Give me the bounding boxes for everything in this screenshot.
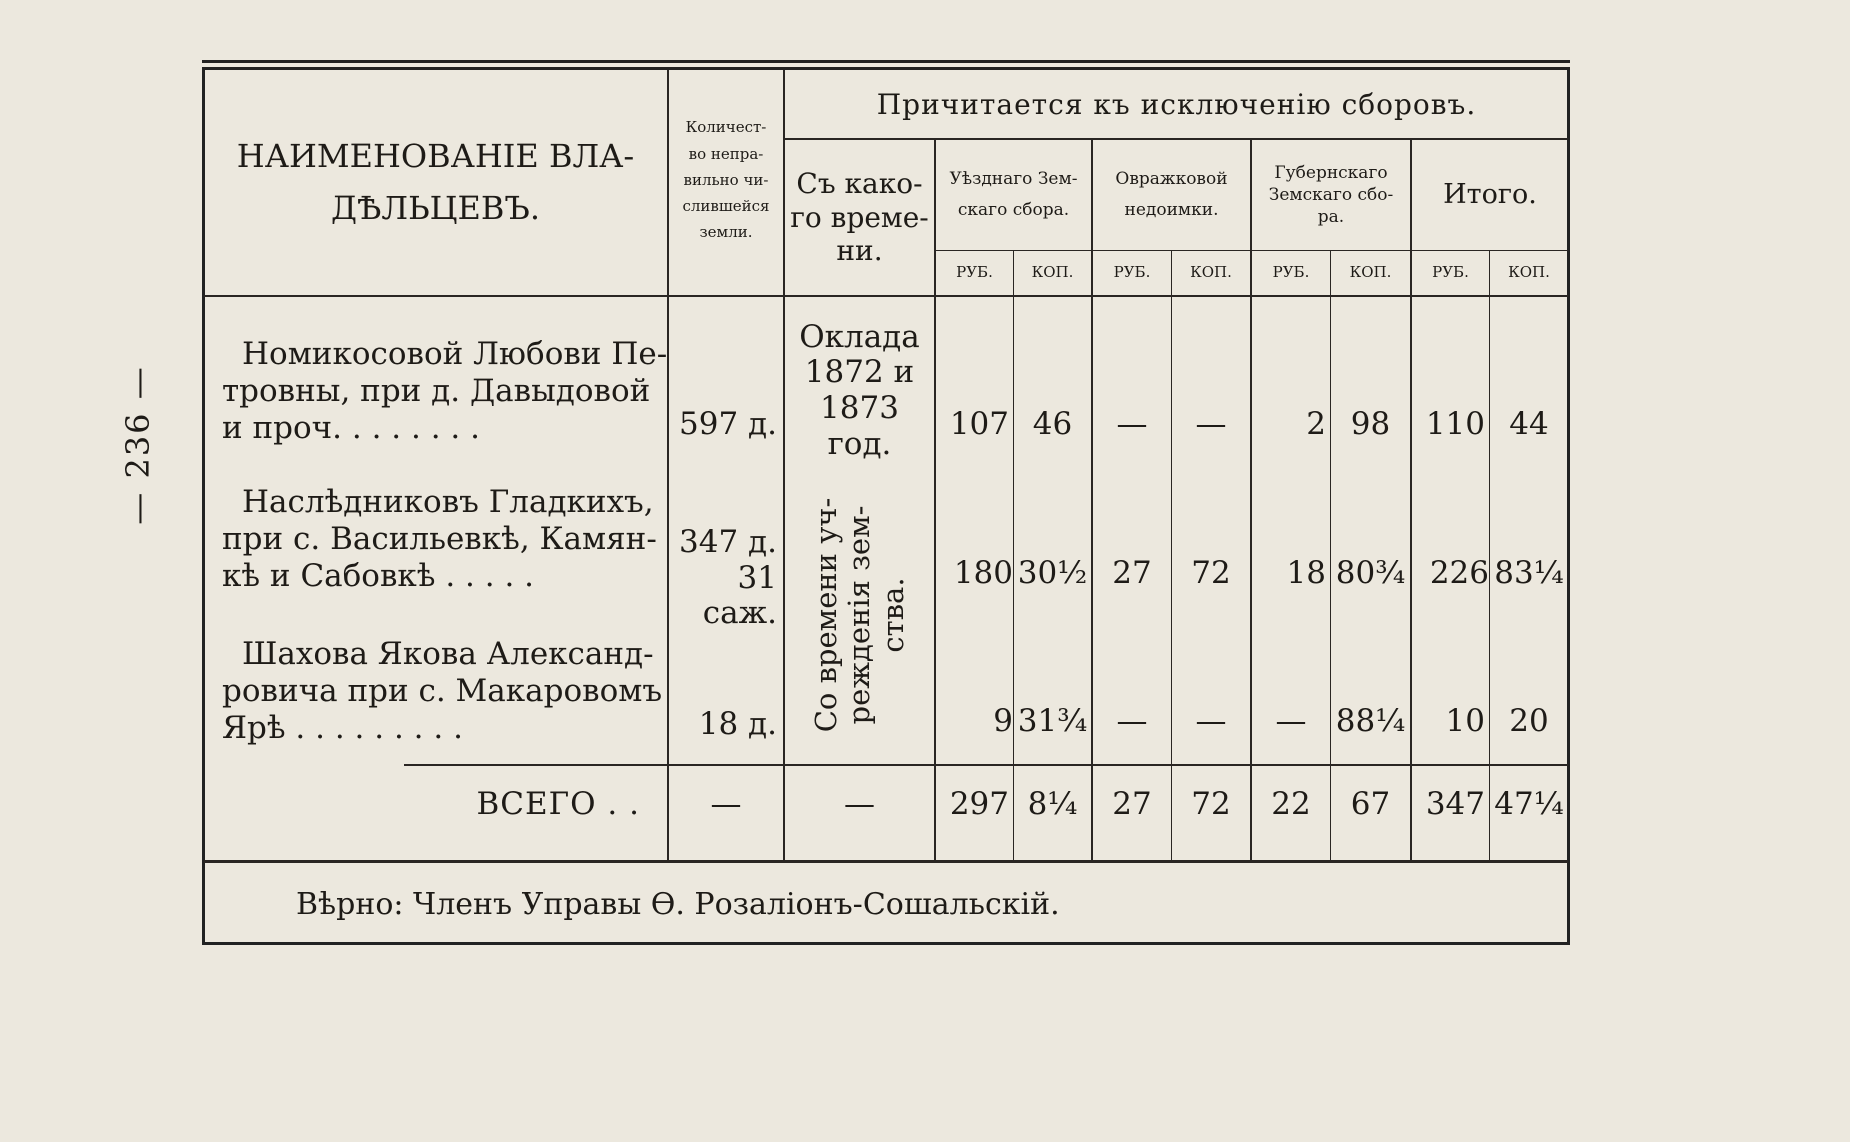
row-uezd-rub: 9 <box>993 703 1013 740</box>
fees-group-title: Причитается къ исключенію сборовъ. <box>876 87 1477 121</box>
row-ovrazh-kop: 72 <box>1191 555 1231 592</box>
rub-header: РУБ. <box>1113 263 1151 282</box>
total-rule <box>404 764 1568 766</box>
kop-header: КОП. <box>1508 263 1550 282</box>
row-quantity: 347 д. 31 саж. <box>679 524 777 632</box>
kop-header: КОП. <box>1031 263 1074 282</box>
total-uezd-rub: 297 <box>949 786 1009 823</box>
total-uezd-kop: 8¼ <box>1027 786 1078 823</box>
row-gubern-kop: 98 <box>1350 406 1391 443</box>
col-rule <box>934 140 936 860</box>
row-itogo-kop: 44 <box>1509 406 1549 443</box>
row-gubern-kop: 88¼ <box>1335 703 1406 740</box>
rub-kop-rule <box>936 250 1568 251</box>
row-itogo-kop: 20 <box>1509 703 1549 740</box>
total-gubern-rub: 22 <box>1271 786 1311 823</box>
ovrazh-arrears-header: Овражковой недоимки. <box>1115 169 1228 220</box>
since-merged-line: Со времени уч- <box>808 497 843 733</box>
rub-header: РУБ. <box>956 263 993 282</box>
total-quantity: — <box>710 786 742 823</box>
col-rule <box>1250 140 1252 860</box>
since-merged-line: режденія зем- <box>841 505 876 725</box>
row-quantity: 18 д. <box>698 706 777 743</box>
total-ovrazh-rub: 27 <box>1112 786 1152 823</box>
row-ovrazh-kop: — <box>1195 703 1227 740</box>
row-ovrazh-kop: — <box>1195 406 1227 443</box>
rub-header: РУБ. <box>1432 263 1469 282</box>
row-uezd-kop: 30½ <box>1017 555 1088 592</box>
row-since: Оклада 1872 и 1873 год. <box>799 318 920 462</box>
total-label: ВСЕГО . . <box>476 786 640 823</box>
row-uezd-kop: 46 <box>1032 406 1073 443</box>
total-itogo-rub: 347 <box>1425 786 1485 823</box>
row-itogo-rub: 110 <box>1425 406 1485 443</box>
group-title-rule <box>783 138 1568 140</box>
page-number-text: — 236 — <box>119 365 157 525</box>
itogo-header: Итого. <box>1443 179 1537 211</box>
kop-header: КОП. <box>1349 263 1392 282</box>
col-rule <box>1410 140 1412 860</box>
table-row-owner-name: Наслѣдниковъ Гладкихъ, при с. Васильевкѣ, Камян- кѣ и Сабовкѣ . . . . . <box>222 484 657 594</box>
row-itogo-kop: 83¼ <box>1494 555 1564 592</box>
row-uezd-kop: 31¾ <box>1017 703 1088 740</box>
table-bottom-rule <box>204 860 1568 863</box>
header-bottom-rule <box>204 295 1568 297</box>
quantity-column-header: Количест- во непра- вильно чи- слившейся земли. <box>682 118 770 242</box>
total-gubern-kop: 67 <box>1350 786 1391 823</box>
row-quantity: 597 д. <box>679 406 777 443</box>
table-row-owner-name: Номикосовой Любови Пе- тровны, при д. Давыдовой и проч. . . . . . . . <box>222 336 668 446</box>
owners-column-header: НАИМЕНОВАНІЕ ВЛА- ДѢЛЬЦЕВЪ. <box>236 137 635 227</box>
kop-header: КОП. <box>1190 263 1232 282</box>
row-itogo-rub: 226 <box>1429 555 1489 592</box>
table-top-rule <box>202 60 1570 63</box>
attestation-line: Вѣрно: Членъ Управы Ѳ. Розаліонъ-Сошальскій. <box>296 886 1060 922</box>
since-merged-line: ства. <box>875 577 910 653</box>
since-column-header: Съ како- го време- ни. <box>790 167 929 268</box>
row-uezd-rub: 107 <box>949 406 1009 443</box>
total-ovrazh-kop: 72 <box>1191 786 1231 823</box>
total-itogo-kop: 47¼ <box>1494 786 1564 823</box>
total-since: — <box>844 786 875 823</box>
row-ovrazh-rub: 27 <box>1112 555 1152 592</box>
row-gubern-rub: — <box>1275 703 1307 740</box>
since-merged-cell <box>785 470 934 760</box>
row-itogo-rub: 10 <box>1445 703 1485 740</box>
row-gubern-rub: 18 <box>1286 555 1326 592</box>
table-row-owner-name: Шахова Якова Александ- ровича при с. Макаровомъ Ярѣ . . . . . . . . . <box>222 636 663 746</box>
gubern-fee-header: Губернскаго Земскаго сбо- ра. <box>1268 162 1394 228</box>
rub-header: РУБ. <box>1272 263 1310 282</box>
uezd-fee-header: Уѣзднаго Зем- скаго сбора. <box>949 169 1078 220</box>
row-ovrazh-rub: — <box>1116 406 1148 443</box>
row-gubern-kop: 80¾ <box>1335 555 1406 592</box>
row-gubern-rub: 2 <box>1306 406 1326 443</box>
col-rule <box>1091 140 1093 860</box>
row-ovrazh-rub: — <box>1116 703 1148 740</box>
row-uezd-rub: 180 <box>953 555 1013 592</box>
